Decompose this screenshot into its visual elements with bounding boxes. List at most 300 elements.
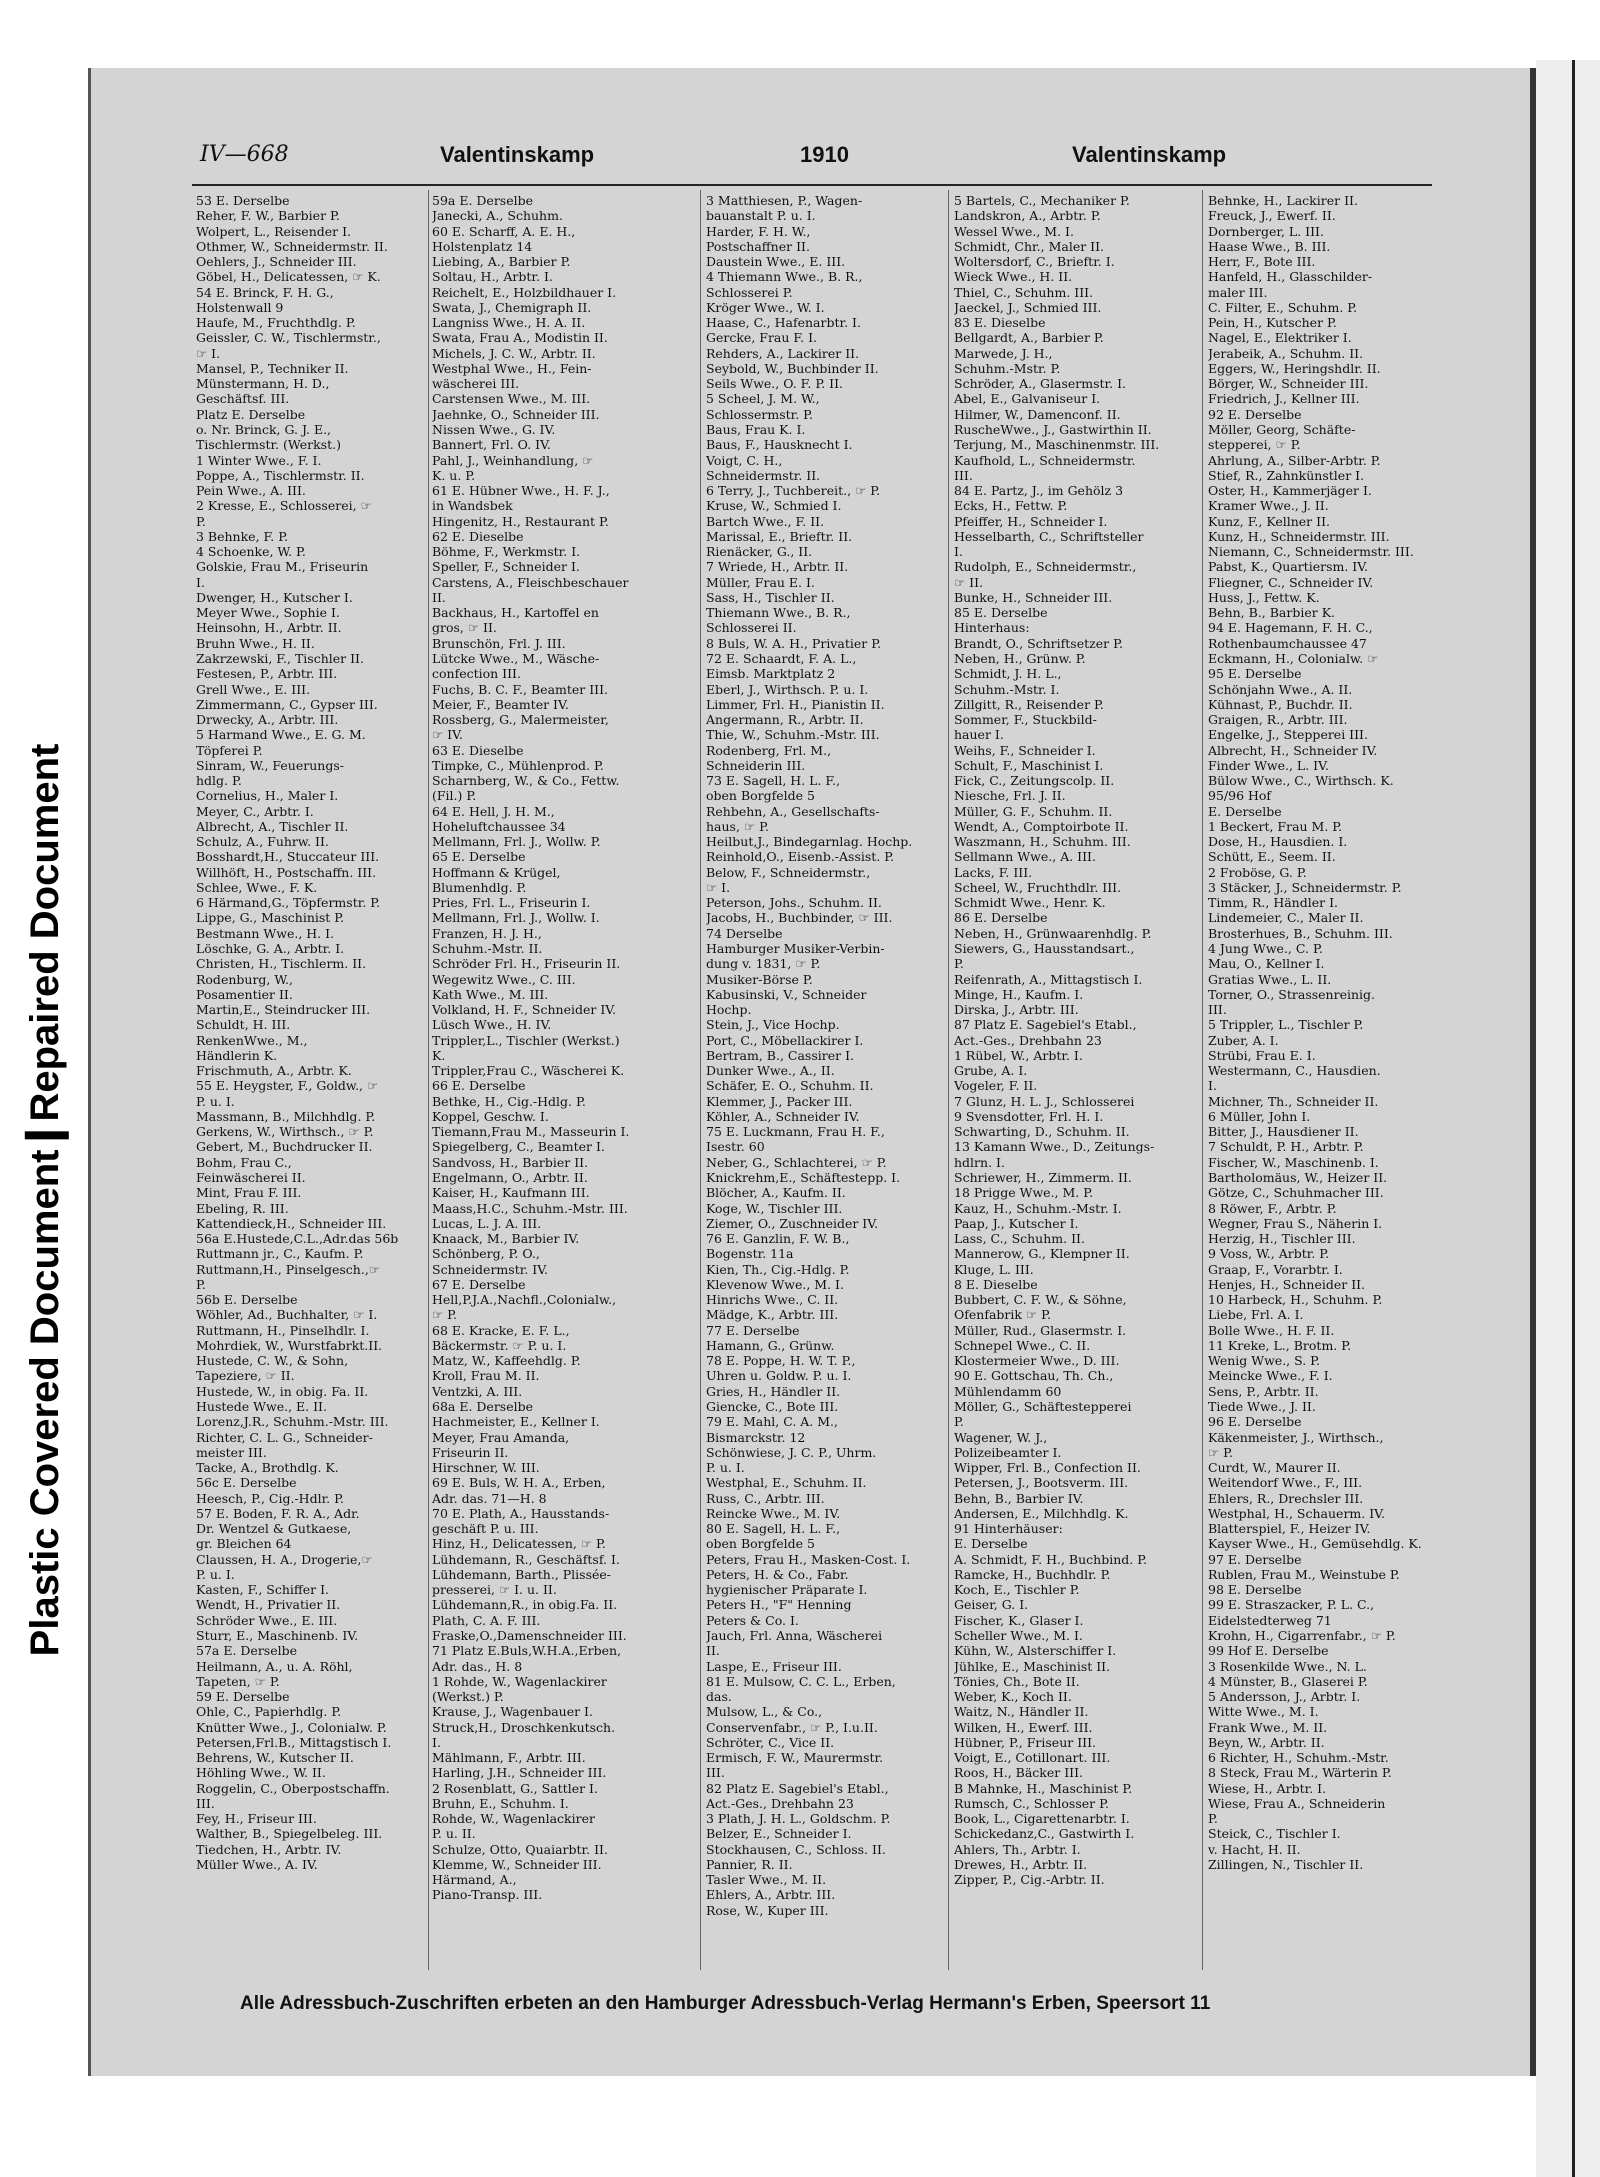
directory-line: Heilmann, A., u. A. Röhl, <box>196 1658 353 1674</box>
directory-line: P. <box>196 513 206 529</box>
directory-line: Plath, C. A. F. III. <box>432 1612 541 1628</box>
directory-line: Waszmann, H., Schuhm. III. <box>954 834 1131 850</box>
directory-line: Eberl, J., Wirthsch. P. u. I. <box>706 681 869 697</box>
directory-line: Siewers, G., Hausstandsart., <box>954 941 1135 957</box>
directory-line: Schmidt Wwe., Henr. K. <box>954 895 1106 911</box>
directory-line: Ohle, C., Papierhdlg. P. <box>196 1704 342 1720</box>
directory-line: Grell Wwe., E. III. <box>196 681 311 697</box>
directory-line: Russ, C., Arbtr. III. <box>706 1490 825 1506</box>
directory-line: Kath Wwe., M. III. <box>432 986 549 1002</box>
directory-line: Schulze, Otto, Quaiarbtr. II. <box>432 1841 608 1857</box>
directory-line: Stief, R., Zahnkünstler I. <box>1208 467 1365 483</box>
directory-line: Act.-Ges., Drehbahn 23 <box>954 1032 1102 1048</box>
directory-line: Tapeziere, ☞ II. <box>196 1368 295 1384</box>
directory-line: Dwenger, H., Kutscher I. <box>196 589 353 605</box>
directory-line: 75 E. Luckmann, Frau H. F., <box>706 1124 885 1140</box>
directory-line: P. u. I. <box>196 1093 235 1109</box>
directory-line: Gratias Wwe., L. II. <box>1208 971 1332 987</box>
directory-line: Limmer, Frl. H., Pianistin II. <box>706 696 885 712</box>
directory-line: Freuck, J., Ewerf. II. <box>1208 208 1336 224</box>
directory-line: Torner, O., Strassenreinig. <box>1208 986 1375 1002</box>
directory-line: 77 E. Derselbe <box>706 1322 800 1338</box>
directory-line: Woltersdorf, C., Brieftr. I. <box>954 254 1115 270</box>
directory-line: Conservenfabr., ☞ P., I.u.II. <box>706 1719 878 1735</box>
directory-line: Stockhausen, C., Schloss. II. <box>706 1841 886 1857</box>
directory-line: 7 Schuldt, P. H., Arbtr. P. <box>1208 1139 1364 1155</box>
directory-line: Fischer, K., Glaser I. <box>954 1612 1084 1628</box>
directory-line: Jaehnke, O., Schneider III. <box>432 406 600 422</box>
directory-line: Jühlke, E., Maschinist II. <box>954 1658 1111 1674</box>
directory-line: Kauz, H., Schuhm.-Mstr. I. <box>954 1200 1122 1216</box>
directory-line: Schlee, Wwe., F. K. <box>196 879 318 895</box>
directory-line: 4 Jung Wwe., C. P. <box>1208 941 1323 957</box>
directory-line: Walther, B., Spiegelbeleg. III. <box>196 1826 383 1842</box>
directory-line: Pabst, K., Quartiersm. IV. <box>1208 559 1369 575</box>
directory-line: Stein, J., Vice Hochp. <box>706 1017 840 1033</box>
directory-line: Hustede Wwe., E. II. <box>196 1398 327 1414</box>
directory-line: Kien, Th., Cig.-Hdlg. P. <box>706 1261 850 1277</box>
directory-line: 73 E. Sagell, H. L. F., <box>706 773 841 789</box>
directory-line: 7 Wriede, H., Arbtr. II. <box>706 559 849 575</box>
directory-line: Heesch, P., Cig.-Hdlr. P. <box>196 1490 344 1506</box>
directory-line: Mansel, P., Techniker II. <box>196 360 349 376</box>
directory-line: Klemmer, J., Packer III. <box>706 1093 853 1109</box>
directory-line: Krause, J., Wagenbauer I. <box>432 1704 593 1720</box>
directory-line: Hochp. <box>706 1002 752 1018</box>
directory-line: Ebeling, R. III. <box>196 1200 289 1216</box>
directory-line: 5 Andersson, J., Arbtr. I. <box>1208 1689 1361 1705</box>
directory-line: Book, L., Cigarettenarbtr. I. <box>954 1811 1130 1827</box>
directory-column-4 <box>954 193 1198 1968</box>
directory-line: Adr. das. 71—H. 8 <box>432 1490 547 1506</box>
directory-line: Bruhn, E., Schuhm. I. <box>432 1795 569 1811</box>
directory-line: 70 E. Plath, A., Hausstands- <box>432 1505 610 1521</box>
directory-line: Sass, H., Tischler II. <box>706 589 835 605</box>
directory-line: Wipper, Frl. B., Confection II. <box>954 1460 1141 1476</box>
directory-line: Act.-Ges., Drehbahn 23 <box>706 1795 854 1811</box>
directory-line: Nissen Wwe., G. IV. <box>432 421 556 437</box>
directory-line: Zipper, P., Cig.-Arbtr. II. <box>954 1872 1105 1888</box>
directory-line: Kasten, F., Schiffer I. <box>196 1582 330 1598</box>
directory-line: Behn, B., Barbier IV. <box>954 1490 1084 1506</box>
directory-line: Hoffmann & Krügel, <box>432 864 561 880</box>
directory-line: 4 Schoenke, W. P. <box>196 544 306 560</box>
directory-line: Pfeiffer, H., Schneider I. <box>954 513 1108 529</box>
directory-line: Friedrich, J., Kellner III. <box>1208 391 1360 407</box>
directory-line: Isestr. 60 <box>706 1139 765 1155</box>
directory-line: K. <box>432 1047 446 1063</box>
directory-column-5 <box>1208 193 1430 1968</box>
directory-line: oben Borgfelde 5 <box>706 788 815 804</box>
directory-line: E. Derselbe <box>954 1536 1028 1552</box>
directory-line: 63 E. Dieselbe <box>432 742 524 758</box>
directory-line: Schönjahn Wwe., A. II. <box>1208 681 1353 697</box>
directory-line: 94 E. Hagemann, F. H. C., <box>1208 620 1373 636</box>
directory-line: Fey, H., Friseur III. <box>196 1811 317 1827</box>
directory-line: Marissal, E., Brieftr. II. <box>706 528 853 544</box>
directory-line: Mellmann, Frl. J., Wollw. I. <box>432 910 600 926</box>
directory-line: 4 Thiemann Wwe., B. R., <box>706 269 863 285</box>
directory-line: geschäft P. u. III. <box>432 1521 539 1537</box>
directory-line: Backhaus, H., Kartoffel en <box>432 605 599 621</box>
directory-line: Blatterspiel, F., Heizer IV. <box>1208 1521 1371 1537</box>
directory-line: Bülow Wwe., C., Wirthsch. K. <box>1208 773 1394 789</box>
directory-line: Müller, Frau E. I. <box>706 574 815 590</box>
directory-line: Rothenbaumchaussee 47 <box>1208 635 1367 651</box>
directory-line: 5 Trippler, L., Tischler P. <box>1208 1017 1364 1033</box>
directory-line: Sturr, E., Maschinenb. IV. <box>196 1627 359 1643</box>
directory-line: Wiese, H., Arbtr. I. <box>1208 1780 1327 1796</box>
directory-line: Schlossermstr. P. <box>706 406 814 422</box>
directory-line: Janecki, A., Schuhm. <box>432 208 563 224</box>
directory-line: Bruhn Wwe., H. II. <box>196 635 315 651</box>
directory-line: Zillgitt, R., Reisender P. <box>954 696 1104 712</box>
directory-line: Petersen,Frl.B., Mittagstisch I. <box>196 1734 392 1750</box>
directory-line: Schulz, A., Fuhrw. II. <box>196 834 329 850</box>
directory-line: Lühdemann, Barth., Plissée- <box>432 1566 612 1582</box>
directory-line: Meyer, Frau Amanda, <box>432 1429 570 1445</box>
directory-line: Knickrehm,E., Schäftestepp. I. <box>706 1170 901 1185</box>
directory-line: Pannier, R. II. <box>706 1856 793 1872</box>
directory-line: Zimmermann, C., Gypser III. <box>196 696 378 712</box>
directory-line: Koch, E., Tischler P. <box>954 1582 1080 1598</box>
directory-line: 67 E. Derselbe <box>432 1276 526 1292</box>
directory-line: 2 Froböse, G. P. <box>1208 864 1307 880</box>
directory-line: Westphal, H., Schauerm. IV. <box>1208 1505 1385 1521</box>
directory-line: 83 E. Dieselbe <box>954 315 1046 331</box>
directory-line: Jacobs, H., Buchbinder, ☞ III. <box>706 910 893 926</box>
directory-line: 3 Rosenkilde Wwe., N. L. <box>1208 1658 1367 1674</box>
directory-line: Rose, W., Kuper III. <box>706 1902 829 1918</box>
directory-line: Finder Wwe., L. IV. <box>1208 757 1329 773</box>
directory-line: Geiser, G. I. <box>954 1597 1029 1613</box>
directory-line: Neben, H., Grünwaarenhdlg. P. <box>954 925 1152 941</box>
directory-line: Sinram, W., Feuerungs- <box>196 757 344 773</box>
directory-line: Höhling Wwe., W. II. <box>196 1765 326 1781</box>
directory-line: Ofenfabrik ☞ P. <box>954 1307 1051 1323</box>
directory-line: 97 E. Derselbe <box>1208 1551 1302 1567</box>
directory-line: Götze, C., Schuhmacher III. <box>1208 1185 1384 1201</box>
directory-line: Bogenstr. 11a <box>706 1246 794 1262</box>
directory-line: hygienischer Präparate I. <box>706 1582 868 1598</box>
directory-line: 57a E. Derselbe <box>196 1643 298 1659</box>
directory-line: Schriewer, H., Zimmerm. II. <box>954 1170 1132 1185</box>
directory-line: P. <box>196 1276 206 1292</box>
stamp-text <box>23 744 69 1657</box>
directory-line: 81 E. Mulsow, C. C. L., Erben, <box>706 1673 896 1689</box>
directory-line: Reincke Wwe., M. IV. <box>706 1505 841 1521</box>
directory-line: Schickedanz,C., Gastwirth I. <box>954 1826 1135 1842</box>
directory-line: 86 E. Derselbe <box>954 910 1048 926</box>
directory-line: 8 Steck, Frau M., Wärterin P. <box>1208 1765 1392 1781</box>
directory-line: Holstenplatz 14 <box>432 238 533 254</box>
directory-line: P. u. I. <box>196 1566 235 1582</box>
directory-line: Hell,P.J.A.,Nachfl.,Colonialw., <box>432 1292 617 1308</box>
directory-line: Bäckermstr. ☞ P. u. I. <box>432 1337 567 1353</box>
directory-line: Behnke, H., Lackirer II. <box>1208 193 1358 208</box>
directory-line: Tiedchen, H., Arbtr. IV. <box>196 1841 342 1857</box>
directory-line: Reinhold,O., Eisenb.-Assist. P. <box>706 849 895 865</box>
directory-line: Meier, F., Beamter IV. <box>432 696 569 712</box>
directory-line: 18 Prigge Wwe., M. P. <box>954 1185 1094 1201</box>
directory-line: Feinwäscherei II. <box>196 1170 306 1185</box>
directory-line: Schwarting, D., Schuhm. II. <box>954 1124 1130 1140</box>
directory-line: Hachmeister, E., Kellner I. <box>432 1414 600 1430</box>
directory-line: Lorenz,J.R., Schuhm.-Mstr. III. <box>196 1414 389 1430</box>
directory-line: Löschke, G. A., Arbtr. I. <box>196 941 345 957</box>
directory-line: 9 Svensdotter, Frl. H. I. <box>954 1108 1104 1124</box>
directory-line: Hilmer, W., Damenconf. II. <box>954 406 1121 422</box>
directory-line: Peters H., "F" Henning <box>706 1597 852 1613</box>
directory-line: Haase, C., Hafenarbtr. I. <box>706 315 861 331</box>
directory-line: Jauch, Frl. Anna, Wäscherei <box>706 1627 883 1643</box>
directory-line: Wendt, A., Comptoirbote II. <box>954 818 1129 834</box>
directory-line: Rodenberg, Frl. M., <box>706 742 832 758</box>
directory-line: Carstensen Wwe., M. III. <box>432 391 591 407</box>
next-page-edge-line <box>1572 60 1575 2177</box>
directory-line: ☞ II. <box>954 574 984 590</box>
directory-line: 96 E. Derselbe <box>1208 1414 1302 1430</box>
directory-line: Pries, Frl. L., Friseurin I. <box>432 895 591 911</box>
directory-line: Vogeler, F. II. <box>954 1078 1038 1094</box>
directory-line: 3 Matthiesen, P., Wagen- <box>706 193 863 208</box>
directory-line: Schuhm.-Mstr. II. <box>432 941 543 957</box>
directory-line: Witte Wwe., M. I. <box>1208 1704 1319 1720</box>
directory-line: Swata, Frau A., Modistin II. <box>432 330 608 346</box>
directory-line: Blöcher, A., Kaufm. II. <box>706 1185 846 1201</box>
directory-line: P. <box>954 956 964 972</box>
directory-line: Niemann, C., Schneidermstr. III. <box>1208 544 1414 560</box>
directory-line: Kunz, H., Schneidermstr. III. <box>1208 528 1390 544</box>
directory-line: Martin,E., Steindrucker III. <box>196 1002 371 1018</box>
directory-line: 53 E. Derselbe <box>196 193 290 208</box>
directory-line: Mädge, K., Arbtr. III. <box>706 1307 839 1323</box>
directory-line: Ermisch, F. W., Maurermstr. <box>706 1750 884 1766</box>
directory-line: Schröder, A., Glasermstr. I. <box>954 376 1126 392</box>
directory-line: Baus, F., Hausknecht I. <box>706 437 853 453</box>
directory-line: Rossberg, G., Malermeister, <box>432 712 609 728</box>
directory-line: Möller, Georg, Schäfte- <box>1208 421 1356 437</box>
directory-line: Reher, F. W., Barbier P. <box>196 208 340 224</box>
directory-line: Meyer Wwe., Sophie I. <box>196 605 340 621</box>
directory-line: Fick, C., Zeitungscolp. II. <box>954 773 1115 789</box>
directory-line: Wagener, W. J., <box>954 1429 1048 1445</box>
directory-line: Schütt, E., Seem. II. <box>1208 849 1336 865</box>
directory-line: stepperei, ☞ P. <box>1208 437 1301 453</box>
directory-line: Port, C., Möbellackirer I. <box>706 1032 864 1048</box>
directory-line: Rudolph, E., Schneidermstr., <box>954 559 1137 575</box>
directory-line: gr. Bleichen 64 <box>196 1536 292 1552</box>
directory-line: Kayser Wwe., H., Gemüsehdlg. K. <box>1208 1536 1422 1552</box>
directory-line: Krohn, H., Cigarrenfabr., ☞ P. <box>1208 1627 1396 1643</box>
directory-line: Bannert, Frl. O. IV. <box>432 437 551 453</box>
directory-line: Eimsb. Marktplatz 2 <box>706 666 836 682</box>
directory-line: Lüsch Wwe., H. IV. <box>432 1017 552 1033</box>
directory-line: Claussen, H. A., Drogerie,☞ <box>196 1551 373 1567</box>
directory-line: Dirska, J., Arbtr. III. <box>954 1002 1079 1018</box>
directory-line: Schneiderin III. <box>706 757 806 773</box>
directory-line: 13 Kamann Wwe., D., Zeitungs- <box>954 1139 1155 1155</box>
directory-line: hauer I. <box>954 727 1004 743</box>
directory-line: Herzig, H., Tischler III. <box>1208 1231 1356 1247</box>
directory-line: wäscherei III. <box>432 376 520 392</box>
directory-line: Kühn, W., Alsterschiffer I. <box>954 1643 1117 1659</box>
directory-line: 79 E. Mahl, C. A. M., <box>706 1414 838 1430</box>
directory-line: Sens, P., Arbtr. II. <box>1208 1383 1319 1399</box>
directory-line: Lippe, G., Maschinist P. <box>196 910 345 926</box>
directory-line: Bartholomäus, W., Heizer II. <box>1208 1170 1388 1185</box>
directory-line: Laspe, E., Friseur III. <box>706 1658 842 1674</box>
directory-line: Drewes, H., Arbtr. II. <box>954 1856 1088 1872</box>
directory-line: Graap, F., Vorarbtr. I. <box>1208 1261 1343 1277</box>
directory-line: Abel, E., Galvaniseur I. <box>954 391 1101 407</box>
directory-line: Polizeibeamter I. <box>954 1444 1062 1460</box>
directory-line: Swata, J., Chemigraph II. <box>432 299 592 315</box>
directory-line: 8 E. Dieselbe <box>954 1276 1038 1292</box>
directory-line: Fuchs, B. C. F., Beamter III. <box>432 681 609 697</box>
directory-line: Hinz, H., Delicatessen, ☞ P. <box>432 1536 606 1552</box>
running-head-left: Valentinskamp <box>440 142 595 167</box>
directory-line: C. Filter, E., Schuhm. P. <box>1208 299 1358 315</box>
directory-line: Schuhm.-Mstr. P. <box>954 360 1061 376</box>
directory-line: Strübi, Frau E. I. <box>1208 1047 1316 1063</box>
directory-line: Brandt, O., Schriftsetzer P. <box>954 635 1123 651</box>
directory-line: bauanstalt P. u. I. <box>706 208 816 224</box>
directory-line: Albrecht, H., Schneider IV. <box>1208 742 1378 758</box>
directory-line: Koge, W., Tischler III. <box>706 1200 843 1216</box>
directory-line: Bertram, B., Cassirer I. <box>706 1047 854 1063</box>
directory-line: Lühdemann,R., in obig.Fa. II. <box>432 1597 618 1613</box>
directory-line: 59a E. Derselbe <box>432 193 534 208</box>
directory-line: ☞ I. <box>706 879 731 895</box>
directory-line: Gebert, M., Buchdrucker II. <box>196 1139 373 1155</box>
directory-line: Hanfeld, H., Glasschilder- <box>1208 269 1373 285</box>
directory-line: gros, ☞ II. <box>432 620 497 636</box>
directory-line: Ehlers, A., Arbtr. III. <box>706 1887 836 1903</box>
directory-line: Rehbehn, A., Gesellschafts- <box>706 803 880 819</box>
directory-line: Weitendorf Wwe., F., III. <box>1208 1475 1363 1491</box>
directory-line: Dunker Wwe., A., II. <box>706 1063 835 1079</box>
directory-line: Reifenrath, A., Mittagstisch I. <box>954 971 1143 987</box>
directory-line: Ahrlung, A., Silber-Arbtr. P. <box>1208 452 1381 468</box>
directory-line: Ventzki, A. III. <box>432 1383 523 1399</box>
directory-line: Schröter, C., Vice II. <box>706 1734 835 1750</box>
directory-line: E. Derselbe <box>1208 803 1282 819</box>
directory-line: Lacks, F. III. <box>954 864 1033 880</box>
directory-line: Meyer, C., Arbtr. I. <box>196 803 314 819</box>
directory-line: Hirschner, W. III. <box>432 1460 540 1476</box>
directory-line: Rohde, W., Wagenlackirer <box>432 1811 595 1827</box>
directory-line: Sellmann Wwe., A. III. <box>954 849 1096 865</box>
directory-line: Rienäcker, G., II. <box>706 544 813 560</box>
directory-line: Börger, W., Schneider III. <box>1208 376 1369 392</box>
directory-line: Schlosserei II. <box>706 620 797 636</box>
directory-line: Hamann, G., Grünw. <box>706 1337 835 1353</box>
directory-line: Eggers, W., Heringshdlr. II. <box>1208 360 1381 376</box>
directory-line: II. <box>432 589 446 605</box>
directory-line: Seybold, W., Buchbinder II. <box>706 360 879 376</box>
directory-line: Golskie, Frau M., Friseurin <box>196 559 369 575</box>
directory-line: Bohm, Frau C., <box>196 1154 292 1170</box>
directory-line: 9 Voss, W., Arbtr. P. <box>1208 1246 1330 1262</box>
directory-line: Peters, H. & Co., Fabr. <box>706 1566 849 1582</box>
running-head-year: 1910 <box>800 142 849 167</box>
directory-line: 65 E. Derselbe <box>432 849 526 865</box>
directory-line: Tischlermstr. (Werkst.) <box>196 437 341 453</box>
directory-line: 1 Rohde, W., Wagenlackirer <box>432 1673 607 1689</box>
directory-line: Ruttmann jr., C., Kaufm. P. <box>196 1246 364 1262</box>
directory-line: Willhöft, H., Postschaffn. III. <box>196 864 377 880</box>
directory-line: Westphal, E., Schuhm. II. <box>706 1475 867 1491</box>
directory-line: Christen, H., Tischlerm. II. <box>196 956 367 972</box>
directory-line: 92 E. Derselbe <box>1208 406 1302 422</box>
directory-line: Kluge, L. III. <box>954 1261 1034 1277</box>
directory-column-2 <box>432 193 692 1968</box>
directory-line: Musiker-Börse P. <box>706 971 813 987</box>
directory-line: Trippler,L., Tischler (Werkst.) <box>432 1032 620 1048</box>
directory-line: Schnepel Wwe., C. II. <box>954 1337 1091 1353</box>
column-divider <box>428 190 429 1970</box>
directory-line: 99 Hof E. Derselbe <box>1208 1643 1329 1659</box>
directory-line: Waitz, N., Händler II. <box>954 1704 1089 1720</box>
directory-line: Liebing, A., Barbier P. <box>432 254 571 270</box>
directory-line: 87 Platz E. Sagebiel's Etabl., <box>954 1017 1137 1033</box>
directory-line: 8 Röwer, F., Arbtr. P. <box>1208 1200 1337 1216</box>
directory-line: 7 Glunz, H. L. J., Schlosserei <box>954 1093 1135 1109</box>
directory-line: Westermann, C., Hausdien. <box>1208 1063 1381 1079</box>
directory-line: Pein, H., Kutscher P. <box>1208 315 1337 331</box>
directory-line: Niesche, Frl. J. II. <box>954 788 1066 804</box>
directory-line: Fischer, W., Maschinenb. I. <box>1208 1154 1379 1170</box>
directory-line: Harder, F. H. W., <box>706 223 811 239</box>
directory-column-3 <box>706 193 944 1968</box>
directory-line: Bethke, H., Cig.-Hdlg. P. <box>432 1093 586 1109</box>
directory-line: Westphal Wwe., H., Fein- <box>432 360 592 376</box>
directory-line: Schuldt, H. III. <box>196 1017 291 1033</box>
directory-line: Müller, G. F., Schuhm. II. <box>954 803 1113 819</box>
directory-line: Schmidt, Chr., Maler II. <box>954 238 1105 254</box>
directory-line: Langniss Wwe., H. A. II. <box>432 315 586 331</box>
directory-line: Steick, C., Tischler I. <box>1208 1826 1341 1842</box>
directory-line: 56a E.Hustede,C.L.,Adr.das 56b <box>196 1231 399 1247</box>
directory-line: Kaiser, H., Kaufmann III. <box>432 1185 590 1201</box>
directory-line: Mellmann, Frl. J., Wollw. P. <box>432 834 601 850</box>
directory-line: Haase Wwe., B. III. <box>1208 238 1331 254</box>
column-divider <box>700 190 701 1970</box>
stamp-right-text: Repaired Document <box>22 743 67 1122</box>
directory-line: Weihs, F., Schneider I. <box>954 742 1096 758</box>
directory-line: Baus, Frau K. I. <box>706 421 806 437</box>
directory-line: I. <box>432 1734 441 1750</box>
directory-line: Richter, C. L. G., Schneider- <box>196 1429 373 1445</box>
directory-line: Mulsow, L., & Co., <box>706 1704 823 1720</box>
directory-line: Neben, H., Grünw. P. <box>954 650 1086 666</box>
stamp-left-text: Plastic Covered Document <box>22 1149 67 1657</box>
directory-line: Pahl, J., Weinhandlung, ☞ <box>432 452 594 468</box>
directory-line: Oehlers, J., Schneider III. <box>196 254 357 270</box>
directory-line: Knaack, M., Barbier IV. <box>432 1231 580 1247</box>
directory-line: Bestmann Wwe., H. I. <box>196 925 335 941</box>
directory-line: 4 Münster, B., Glaserei P. <box>1208 1673 1368 1689</box>
directory-line: Maass,H.C., Schuhm.-Mstr. III. <box>432 1200 628 1216</box>
directory-line: Grube, A. I. <box>954 1063 1028 1079</box>
directory-line: Albrecht, A., Tischler II. <box>196 818 349 834</box>
directory-line: Volkland, H. F., Schneider IV. <box>432 1002 617 1018</box>
directory-line: 78 E. Poppe, H. W. T. P., <box>706 1353 856 1369</box>
directory-line: Hamburger Musiker-Verbin- <box>706 941 885 957</box>
directory-line: III. <box>706 1765 725 1781</box>
directory-line: Göbel, H., Delicatessen, ☞ K. <box>196 269 381 285</box>
